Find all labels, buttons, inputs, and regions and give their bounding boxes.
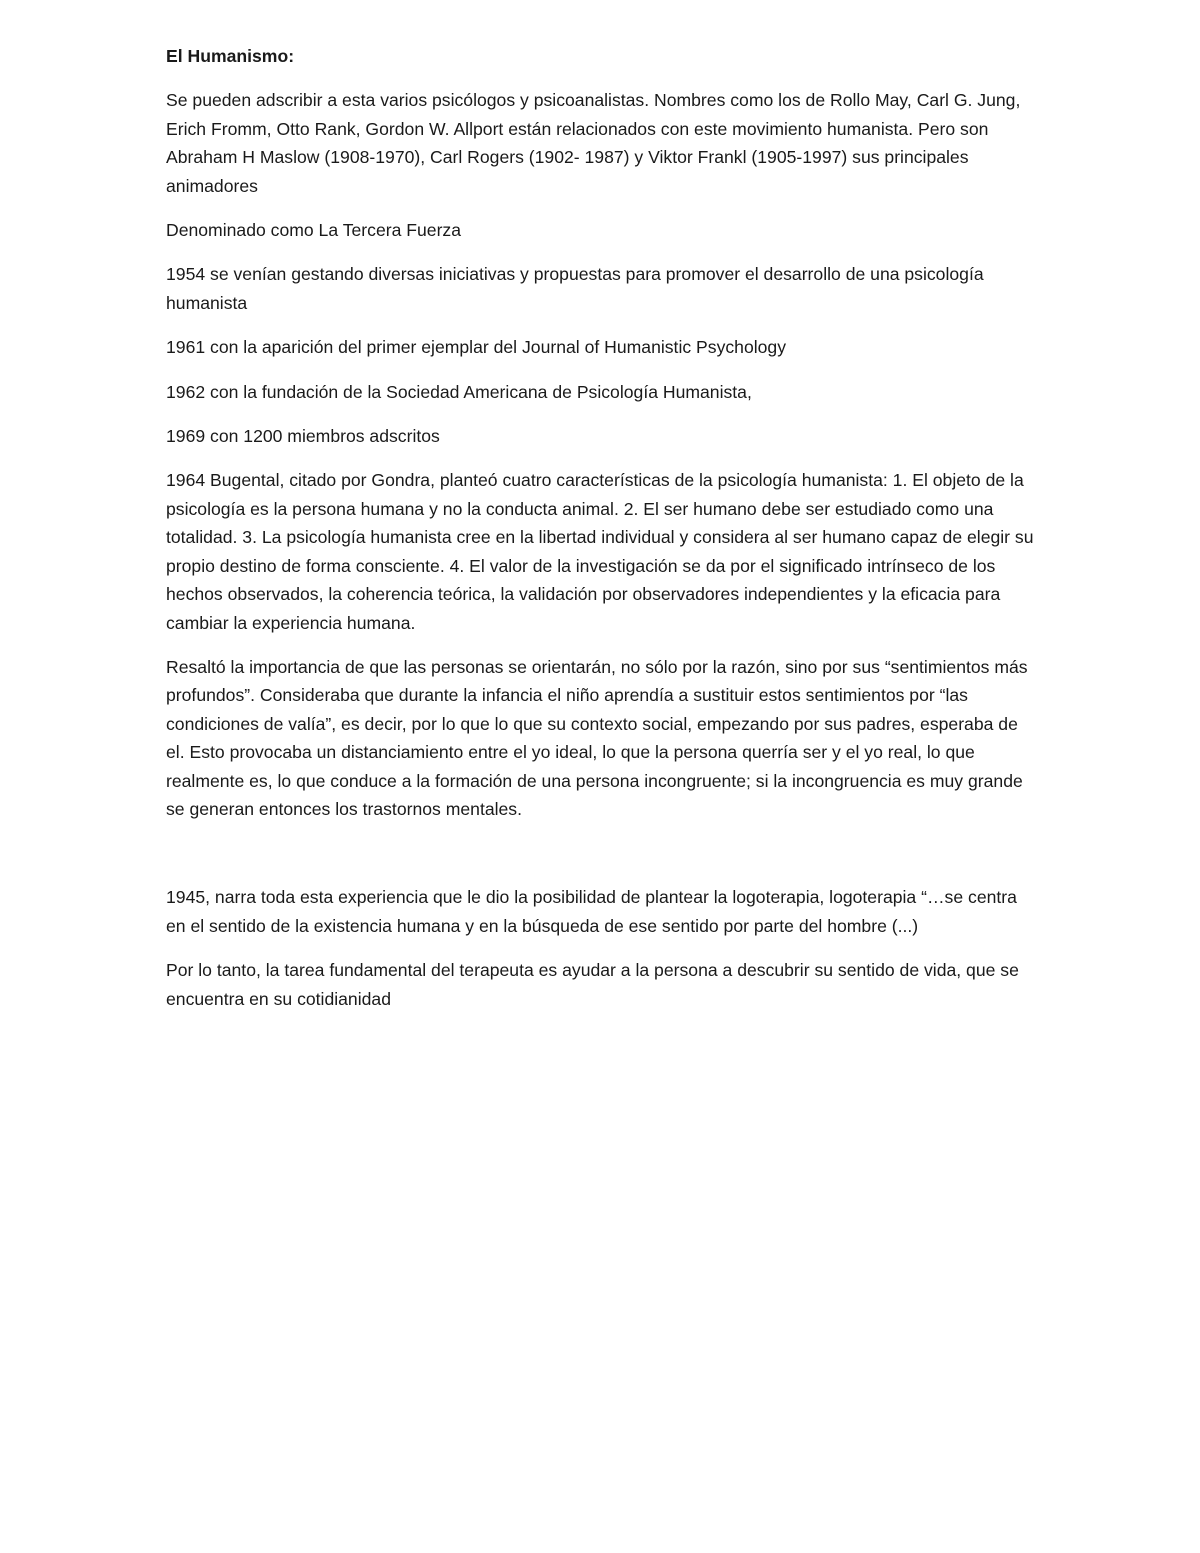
paragraph-third-force: Denominado como La Tercera Fuerza bbox=[166, 220, 462, 241]
paragraph-therapist-task: Por lo tanto, la tarea fundamental del terapeuta es ayudar a la persona a descubrir su sentido de vida, que se encuentra en su cotidianidad bbox=[166, 960, 1019, 1009]
paragraph-1969: 1969 con 1200 miembros adscritos bbox=[166, 426, 440, 447]
paragraph-1964-bugental: 1964 Bugental, citado por Gondra, planteó cuatro características de la psicología humanista: 1. El objeto de la psicología es la persona humana y no la conducta animal. 2. El ser humano debe ser estudiado como una totalidad. 3. La psicología humanista cree en la libertad individual y considera al ser humano capaz de elegir su propio destino de forma consciente. 4. El valor de la investigación se da por el significado intrínseco de los hechos observados, la coherencia teórica, la validación por observadores independientes y la eficacia para cambiar la experiencia humana. bbox=[166, 470, 1034, 633]
paragraph-1954: 1954 se venían gestando diversas iniciativas y propuestas para promover el desarrollo de una psicología humanista bbox=[166, 264, 984, 313]
paragraph-rogers: Resaltó la importancia de que las personas se orientarán, no sólo por la razón, sino por sus “sentimientos más profundos”. Consideraba que durante la infancia el niño aprendía a sustituir estos sentimientos por “las condiciones de valía”, es decir, por lo que lo que su contexto social, empezando por sus padres, esperaba de el. Esto provocaba un distanciamiento entre el yo ideal, lo que la persona querría ser y el yo real, lo que realmente es, lo que conduce a la formación de una persona incongruente; si la incongruencia es muy grande se generan entonces los trastornos mentales. bbox=[166, 656, 1028, 819]
document-title: El Humanismo: bbox=[166, 46, 295, 66]
paragraph-1945-logoterapia: 1945, narra toda esta experiencia que le dio la posibilidad de plantear la logoterapia, logoterapia “…se centra en el sentido de la existencia humana y en la búsqueda de ese sentido por parte del hombre (...) bbox=[166, 887, 1017, 936]
paragraph-1961: 1961 con la aparición del primer ejemplar del Journal of Humanistic Psychology bbox=[166, 337, 787, 358]
paragraph-authors: Se pueden adscribir a esta varios psicólogos y psicoanalistas. Nombres como los de Rollo May, Carl G. Jung, Erich Fromm, Otto Rank, Gordon W. Allport están relacionados con este movimiento humanista. Pero son Abraham H Maslow (1908-1970), Carl Rogers (1902- 1987) y Viktor Frankl (1905-1997) sus principales animadores bbox=[166, 90, 1021, 196]
blank-line bbox=[166, 839, 1038, 883]
document-body bbox=[166, 42, 1038, 1029]
paragraph-1962: 1962 con la fundación de la Sociedad Americana de Psicología Humanista, bbox=[166, 381, 752, 402]
